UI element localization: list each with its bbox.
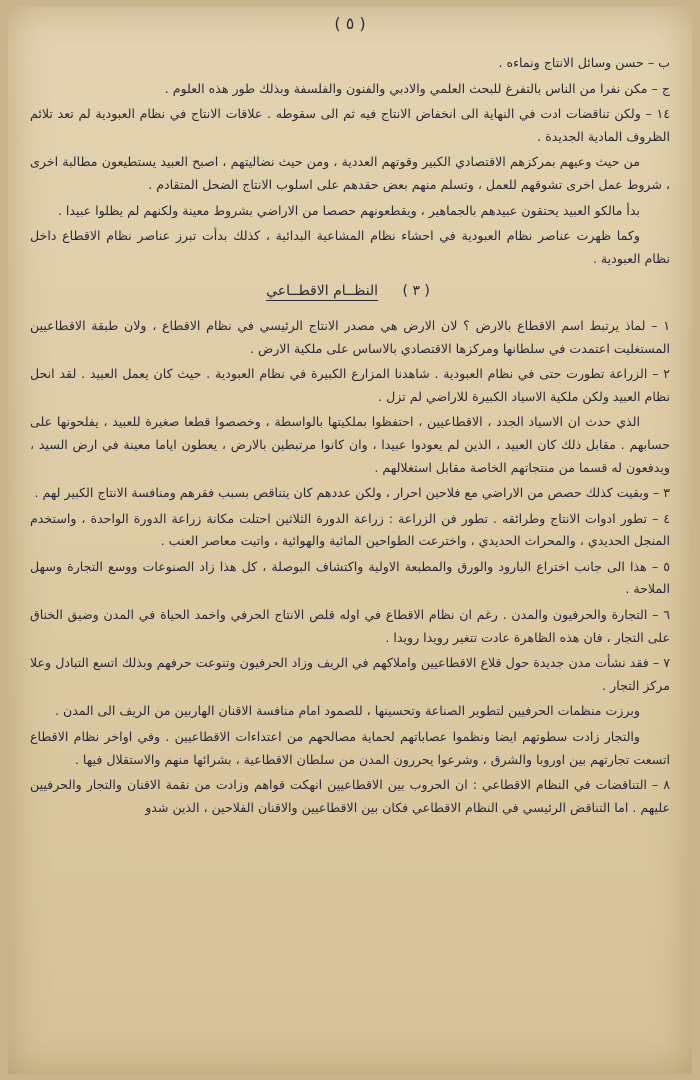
section-number: ( ٣ ) [402, 283, 430, 300]
paragraph: من حيث وعيهم بمركزهم الاقتصادي الكبير وقوتهم العددية ، ومن حيث نضاليتهم ، اصبح العبيد يستطيعون مطالبة اخرى ، شروط عمل اخرى تشوقهم للعمل ، وتسلم منهم بعض حقدهم على اسلوب الانتاج الضحل المتقادم . [30, 154, 670, 192]
paragraph: ج – مكن نفرا من الناس بالتفرغ للبحث العلمي والادبي والفنون والفلسفة وبذلك طور هذه العلوم . [164, 80, 670, 96]
paragraph: وبرزت منظمات الحرفيين لتطوير الصناعة وتحسينها ، للصمود امام منافسة الاقنان الهاربين من الريف الى المدن . [55, 703, 640, 719]
paragraph: ٦ – التجارة والحرفيون والمدن . رغم ان نظام الاقطاع في اوله قلص الانتاج الحرفي واخمد الحياة في المدن وضيق الخناق على التجار ، فان هذه الظاهرة عادت تتغير رويدا رويدا . [30, 607, 670, 645]
paragraph: ٣ – وبقيت كذلك حصص من الاراضي مع فلاحين احرار ، ولكن عددهم كان يتناقص بسبب فقرهم ومنافسة الانتاج الكبير لهم . [34, 485, 670, 501]
paragraph: ٤ – تطور ادوات الانتاج وطرائقه . تطور فن الزراعة : زراعة الدورة الثلاثين احتلت مكانة زراعة الدورة الواحدة ، واستخدم المنجل الحديدي ، والمحراث الحديدي ، واخترعت الطواحين المائية والهوائية ، واتيت معاصر العنب . [30, 510, 670, 549]
paragraph: الذي حدث ان الاسياد الجدد ، الاقطاعيين ، احتفظوا بملكيتها بالواسطة ، وخصصوا قطعا صغيرة للعبيد ، يفلحونها على حسابهم . مقابل ذلك كان العبيد ، الذين لم يعودوا عبيدا ، وان كانوا مرتبطين بالارض ، يعطون اياما معينة في ارض السيد ، ويدفعون له قسما من منتجاتهم الخاصة مقابل استغلالهم . [30, 414, 670, 475]
section-title: النظــام الاقطــاعي [266, 283, 379, 300]
document-body [30, 52, 670, 822]
paragraph: ب – حسن وسائل الانتاج ونماءه . [498, 55, 670, 70]
section-heading [30, 280, 670, 303]
paragraph: ٢ – الزراعة تطورت حتى في نظام العبودية . شاهدنا المزارع الكبيرة في نظام العبودية . حيث كان يعمل العبيد . لقد انحل نظام العبيد ولكن ملكية الاسياد الكبيرة للاراضي لم تزل . [30, 366, 670, 404]
paragraph: بدأ مالكو العبيد يحتقون عبيدهم بالجماهير ، ويقطعونهم حصصا من الاراضي بشروط معينة ولكنهم لم يظلوا عبيدا . [57, 202, 640, 218]
paragraph: وكما ظهرت عناصر نظام العبودية في احشاء نظام المشاعية البدائية ، كذلك بدأت تبرز عناصر نظام الاقطاع داخل نظام العبودية . [30, 228, 670, 266]
paragraph: ٨ – التناقضات في النظام الاقطاعي : ان الحروب بين الاقطاعيين انهكت قواهم وزادت من نقمة الاقنان والتجار والحرفيين عليهم . اما التناقض الرئيسي في النظام الاقطاعي فكان بين الاقطاعيين والاقنان الفلاحين ، الذين شدو [30, 777, 670, 815]
paragraph: ١ – لماذ يرتبط اسم الاقطاع بالارض ؟ لان الارض هي مصدر الانتاج الرئيسي في نظام الاقطاع ، ولان طبقة الاقطاعيين المستغليت اعتمدت في سلطانها ومركزها الاقتصادي بالاساس على ملكية الارض . [30, 317, 670, 356]
page-number: ( ٥ ) [334, 14, 366, 33]
paragraph: ١٤ – ولكن تناقضات ادت في النهاية الى انخفاض الانتاج فيه ثم الى سقوطه . علاقات الانتاج في نظام العبودية لم تعد تلائم الظروف المادية الجديدة . [30, 106, 670, 144]
paragraph: ٧ – فقد نشأت مدن جديدة حول قلاع الاقطاعيين واملاكهم في الريف وزاد الحرفيون وتنوعت حرفهم وبذلك اتسع التبادل وعلا مركز التجار . [30, 655, 670, 693]
paragraph: والتجار زادت سطوتهم ايضا ونظموا عصاباتهم لحماية مصالحهم من اعتداءات الاقطاعيين . وفي اواخر نظام الاقطاع اتسعت تجارتهم بين اوروبا والشرق ، وشرعوا يحررون المدن من سلطان الاقطاعية ، بشرائها منهم والاستقلال فيها . [30, 729, 670, 767]
paragraph: ٥ – هذا الى جانب اختراع البارود والورق والمطبعة الاولية واكتشاف البوصلة ، كل هذا زاد الصنوعات ووسع التجارة وسهل الملاحة . [30, 558, 670, 597]
